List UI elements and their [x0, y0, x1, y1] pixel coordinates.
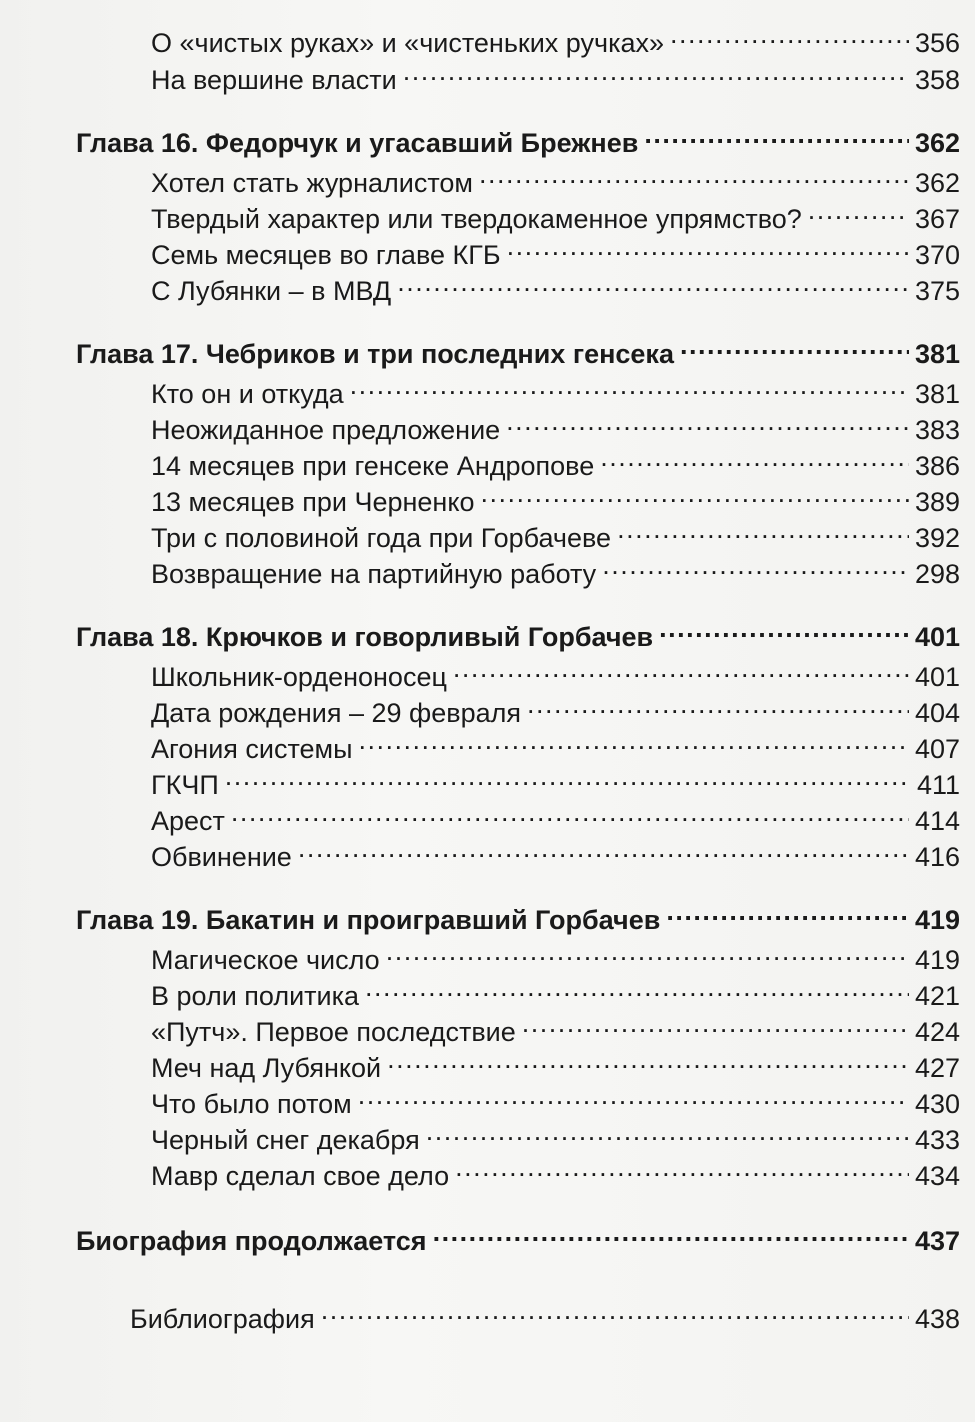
toc-entry-title: Хотел стать журналистом [151, 168, 473, 198]
toc-page-number: 298 [914, 559, 960, 589]
toc-dot-leader [507, 228, 909, 264]
toc-dot-leader [298, 830, 909, 866]
toc-chapter-row [76, 610, 960, 652]
toc-entry-title: Твердый характер или твердокаменное упрямство? [151, 204, 802, 234]
toc-section-row [151, 969, 960, 1011]
toc-entry-title: На вершине власти [151, 65, 397, 95]
toc-chapter-row [76, 1214, 960, 1256]
toc-dot-leader [433, 1214, 909, 1250]
toc-dot-leader [479, 156, 909, 192]
toc-page-number: 362 [914, 168, 960, 198]
toc-section-row [151, 16, 960, 58]
toc-section-row [151, 1077, 960, 1119]
toc-entry-title: Библиография [130, 1304, 315, 1334]
toc-section-row [151, 192, 960, 234]
toc-page-number: 414 [914, 806, 960, 836]
toc-dot-leader [644, 116, 909, 152]
toc-dot-leader [808, 192, 909, 228]
toc-page-number: 433 [914, 1125, 960, 1155]
toc-dot-leader [455, 1149, 909, 1185]
toc-page-number: 381 [914, 339, 960, 369]
toc-section-row [151, 1113, 960, 1155]
toc-entry-title: О «чистых руках» и «чистеньких ручках» [151, 28, 665, 58]
toc-entry-title: Неожиданное предложение [151, 415, 501, 445]
toc-dot-leader [403, 53, 909, 89]
toc-section-row [130, 1292, 960, 1334]
toc-page-number: 401 [914, 662, 960, 692]
toc-entry-title: Глава 19. Бакатин и проигравший Горбачев [76, 905, 661, 935]
toc-dot-leader [527, 686, 909, 722]
toc-entry-title: В роли политика [151, 981, 360, 1011]
toc-dot-leader [666, 893, 909, 929]
toc-dot-leader [617, 511, 909, 547]
toc-page-number: 383 [914, 415, 960, 445]
toc-entry-title: Что было потом [151, 1089, 352, 1119]
toc-section-row [151, 722, 960, 764]
toc-dot-leader [387, 1041, 909, 1077]
toc-page-number: 438 [914, 1304, 960, 1334]
toc-entry-title: Магическое число [151, 945, 380, 975]
toc-dot-leader [602, 547, 909, 583]
toc-entry-title: Мавр сделал свое дело [151, 1161, 450, 1191]
toc-page-number: 424 [914, 1017, 960, 1047]
toc-entry-title: ГКЧП [151, 770, 219, 800]
toc-section-row [151, 547, 960, 589]
toc-page-number: 381 [914, 379, 960, 409]
toc-dot-leader [506, 403, 909, 439]
toc-page-number: 401 [914, 622, 960, 652]
toc-page-number: 375 [914, 276, 960, 306]
toc-dot-leader [350, 367, 909, 403]
toc-page-number: 434 [914, 1161, 960, 1191]
toc-section-row [151, 830, 960, 872]
toc-section-row [151, 475, 960, 517]
toc-entry-title: Обвинение [151, 842, 292, 872]
toc-dot-leader [321, 1292, 909, 1328]
toc-page-number: 392 [914, 523, 960, 553]
toc-entry-title: Глава 17. Чебриков и три последних генсека [76, 339, 674, 369]
toc-dot-leader [480, 475, 908, 511]
toc-page-number: 362 [914, 128, 960, 158]
toc-section-row [151, 264, 960, 306]
toc-entry-title: Семь месяцев во главе КГБ [151, 240, 501, 270]
toc-section-row [151, 156, 960, 198]
toc-dot-leader [670, 16, 909, 52]
toc-section-row [151, 1149, 960, 1191]
toc-page-number: 358 [914, 65, 960, 95]
toc-entry-title: Агония системы [151, 734, 353, 764]
toc-entry-title: Глава 18. Крючков и говорливый Горбачев [76, 622, 654, 652]
toc-entry-title: Возвращение на партийную работу [151, 559, 597, 589]
toc-section-row [151, 511, 960, 553]
toc-page-number: 404 [914, 698, 960, 728]
toc-entry-title: Кто он и откуда [151, 379, 344, 409]
toc-page-number: 419 [914, 945, 960, 975]
toc-dot-leader [659, 610, 909, 646]
toc-entry-title: 13 месяцев при Черненко [151, 487, 475, 517]
toc-section-row [151, 403, 960, 445]
toc-dot-leader [680, 327, 909, 363]
toc-page-number: 370 [914, 240, 960, 270]
toc-dot-leader [397, 264, 909, 300]
toc-entry-title: Три с половиной года при Горбачеве [151, 523, 612, 553]
toc-entry-title: Меч над Лубянкой [151, 1053, 382, 1083]
toc-dot-leader [225, 758, 911, 794]
toc-section-row [151, 758, 960, 800]
toc-entry-title: Дата рождения – 29 февраля [151, 698, 521, 728]
toc-page-number: 386 [914, 451, 960, 481]
toc-section-row [151, 1005, 960, 1047]
toc-dot-leader [426, 1113, 909, 1149]
toc-dot-leader [365, 969, 909, 1005]
toc-dot-leader [522, 1005, 909, 1041]
toc-section-row [151, 228, 960, 270]
toc-entry-title: 14 месяцев при генсеке Андропове [151, 451, 595, 481]
toc-page-number: 430 [914, 1089, 960, 1119]
toc-section-row [151, 367, 960, 409]
toc-section-row [151, 686, 960, 728]
toc-page-number: 356 [914, 28, 960, 58]
toc-page-number: 416 [914, 842, 960, 872]
toc-chapter-row [76, 116, 960, 158]
toc-entry-title: Школьник-орденоносец [151, 662, 447, 692]
toc-entry-title: «Путч». Первое последствие [151, 1017, 516, 1047]
toc-entry-title: Биография продолжается [76, 1226, 427, 1256]
toc-page-number: 437 [914, 1226, 960, 1256]
toc-dot-leader [386, 933, 909, 969]
toc-entry-title: С Лубянки – в МВД [151, 276, 392, 306]
toc-chapter-row [76, 327, 960, 369]
toc-section-row [151, 650, 960, 692]
toc-dot-leader [600, 439, 909, 475]
toc-dot-leader [359, 722, 909, 758]
toc-dot-leader [231, 794, 909, 830]
toc-entry-title: Глава 16. Федорчук и угасавший Брежнев [76, 128, 639, 158]
toc-dot-leader [453, 650, 909, 686]
toc-chapter-row [76, 893, 960, 935]
toc-section-row [151, 1041, 960, 1083]
toc-section-row [151, 439, 960, 481]
toc-page-number: 427 [914, 1053, 960, 1083]
toc-entry-title: Арест [151, 806, 225, 836]
toc-dot-leader [358, 1077, 909, 1113]
toc-page-number: 367 [914, 204, 960, 234]
toc-section-row [151, 53, 960, 95]
toc-section-row [151, 933, 960, 975]
toc-section-row [151, 794, 960, 836]
toc-page-number: 389 [914, 487, 960, 517]
toc-page-number: 419 [914, 905, 960, 935]
toc-page-number: 421 [914, 981, 960, 1011]
toc-page-number: 407 [914, 734, 960, 764]
toc-page-number: 411 [916, 770, 960, 800]
toc-entry-title: Черный снег декабря [151, 1125, 420, 1155]
